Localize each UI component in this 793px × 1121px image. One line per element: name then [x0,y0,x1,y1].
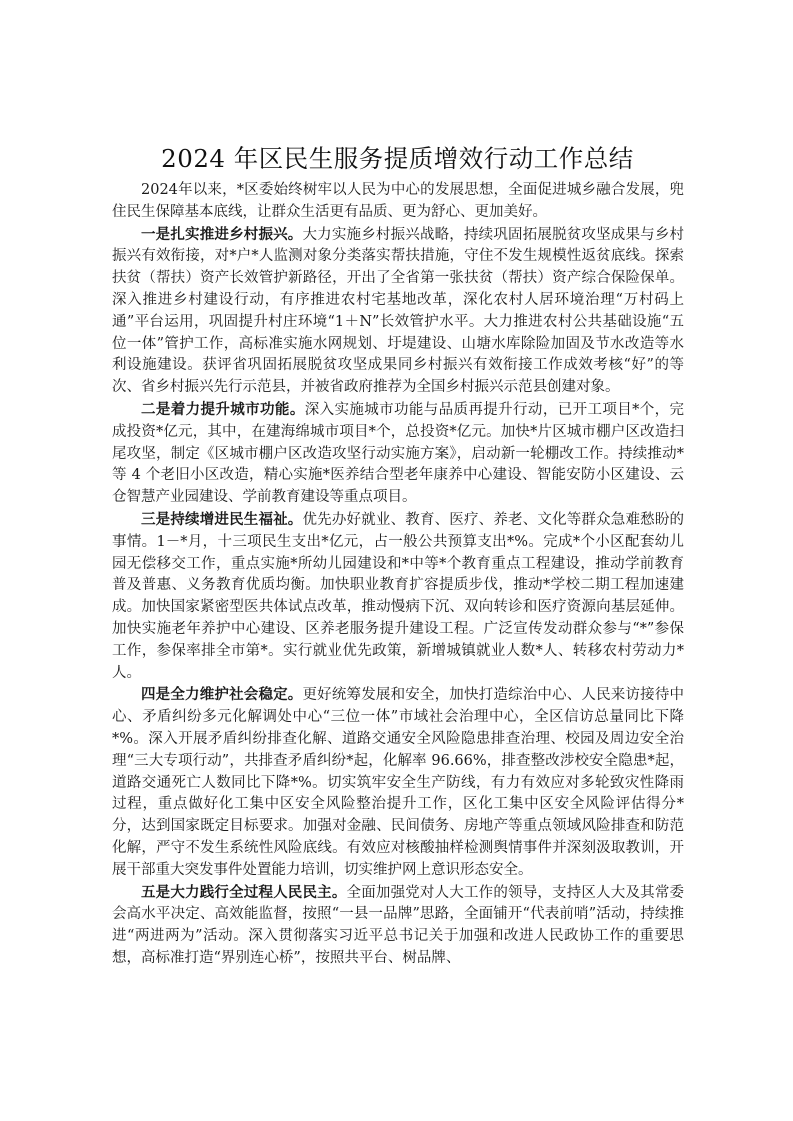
paragraph-text: 优先办好就业、教育、医疗、养老、文化等群众急难愁盼的事情。1－*月，十三项民生支出*亿元，占一般公共预算支出*%。完成*个小区配套幼儿园无偿移交工作，重点实施*所幼儿园建设和*中等*个教育重点工程建设，推动学前教育普及普惠、义务教育优质均衡。加快职业教育扩容提质步伐，推动*学校二期工程加速建成。加快国家紧密型医共体试点改革，推动慢病下沉、双向转诊和医疗资源向基层延伸。加快实施老年养护中心建设、区养老服务提升建设工程。广泛宣传发动群众参与“*”参保工作，参保率排全市第*。实行就业优先政策，新增城镇就业人数*人、转移农村劳动力*人。 [112,511,685,681]
paragraph-heading: 三是持续增进民生福祉。 [141,510,303,528]
paragraph-text: 全面加强党对人大工作的领导，支持区人大及其常委会高水平决定、高效能监督，按照“一县一品牌”思路，全面铺开“代表前哨”活动，持续推进“两进两为”活动。深入贯彻落实习近平总书记关于加强和改进人民政协工作的重要思想，高标准打造“界别连心桥”，按照共平台、树品牌、 [112,884,685,966]
paragraph-text: 更好统筹发展和安全，加快打造综治中心、人民来访接待中心、矛盾纠纷多元化解调处中心“三位一体”市域社会治理中心，全区信访总量同比下降*%。深入开展矛盾纠纷排查化解、道路交通安全风险隐患排查治理、校园及周边安全治理“三大专项行动”，共排查矛盾纠纷*起，化解率 96.66%，排查整改涉校安全隐患*起，道路交通死亡人数同比下降*%。切实筑牢安全生产防线，有力有效应对多轮致灾性降雨过程，重点做好化工集中区安全风险整治提升工作，区化工集中区安全风险评估得分*分，达到国家既定目标要求。加强对金融、民间债务、房地产等重点领域风险排查和防范化解，严守不发生系统性风险底线。有效应对核酸抽样检测舆情事件并深刻汲取教训，开展干部重大突发事件处置能力培训，切实维护网上意识形态安全。 [112,687,685,878]
paragraph-heading: 一是扎实推进乡村振兴。 [141,225,303,243]
paragraph-heading: 二是着力提升城市功能。 [141,400,305,418]
document-body [112,180,684,970]
paragraph-rural-revitalization [112,224,684,399]
paragraph-intro [112,180,684,224]
paragraph-livelihood-wellbeing [112,509,684,684]
paragraph-social-stability [112,684,684,881]
paragraph-text: 大力实施乡村振兴战略，持续巩固拓展脱贫攻坚成果与乡村振兴有效衔接，对*户*人监测对象分类落实帮扶措施，守住不发生规模性返贫底线。探索扶贫（帮扶）资产长效管护新路径，开出了全省第一张扶贫（帮扶）资产综合保险保单。深入推进乡村建设行动，有序推进农村宅基地改革，深化农村人居环境治理“万村码上通”平台运用，巩固提升村庄环境“1＋N”长效管护水平。大力推进农村公共基础设施“五位一体”管护工作，高标准实施水网规划、圩堤建设、山塘水库除险加固及节水改造等水利设施建设。获评省巩固拓展脱贫攻坚成果同乡村振兴有效衔接工作成效考核“好”的等次、省乡村振兴先行示范县，并被省政府推荐为全国乡村振兴示范县创建对象。 [112,226,685,396]
paragraph-urban-function [112,399,684,509]
document-title: 2024 年区民生服务提质增效行动工作总结 [161,144,634,173]
paragraph-text: 深入实施城市功能与品质再提升行动，已开工项目*个，完成投资*亿元，其中，在建海绵城市项目*个，总投资*亿元。加快*片区城市棚户区改造扫尾攻坚，制定《区城市棚户区改造攻坚行动实施方案》，启动新一轮棚改工作。持续推动*等 4 个老旧小区改造，精心实施*医养结合型老年康养中心建设、智能安防小区建设、云仓智慧产业园建设、学前教育建设等重点项目。 [112,401,684,506]
paragraph-heading: 四是全力维护社会稳定。 [141,686,303,704]
paragraph-peoples-democracy [112,882,684,970]
paragraph-text: 2024年以来，*区委始终树牢以人民为中心的发展思想，全面促进城乡融合发展，兜住民生保障基本底线，让群众生活更有品质、更为舒心、更加美好。 [112,182,684,220]
paragraph-heading: 五是大力践行全过程人民民主。 [141,883,347,901]
